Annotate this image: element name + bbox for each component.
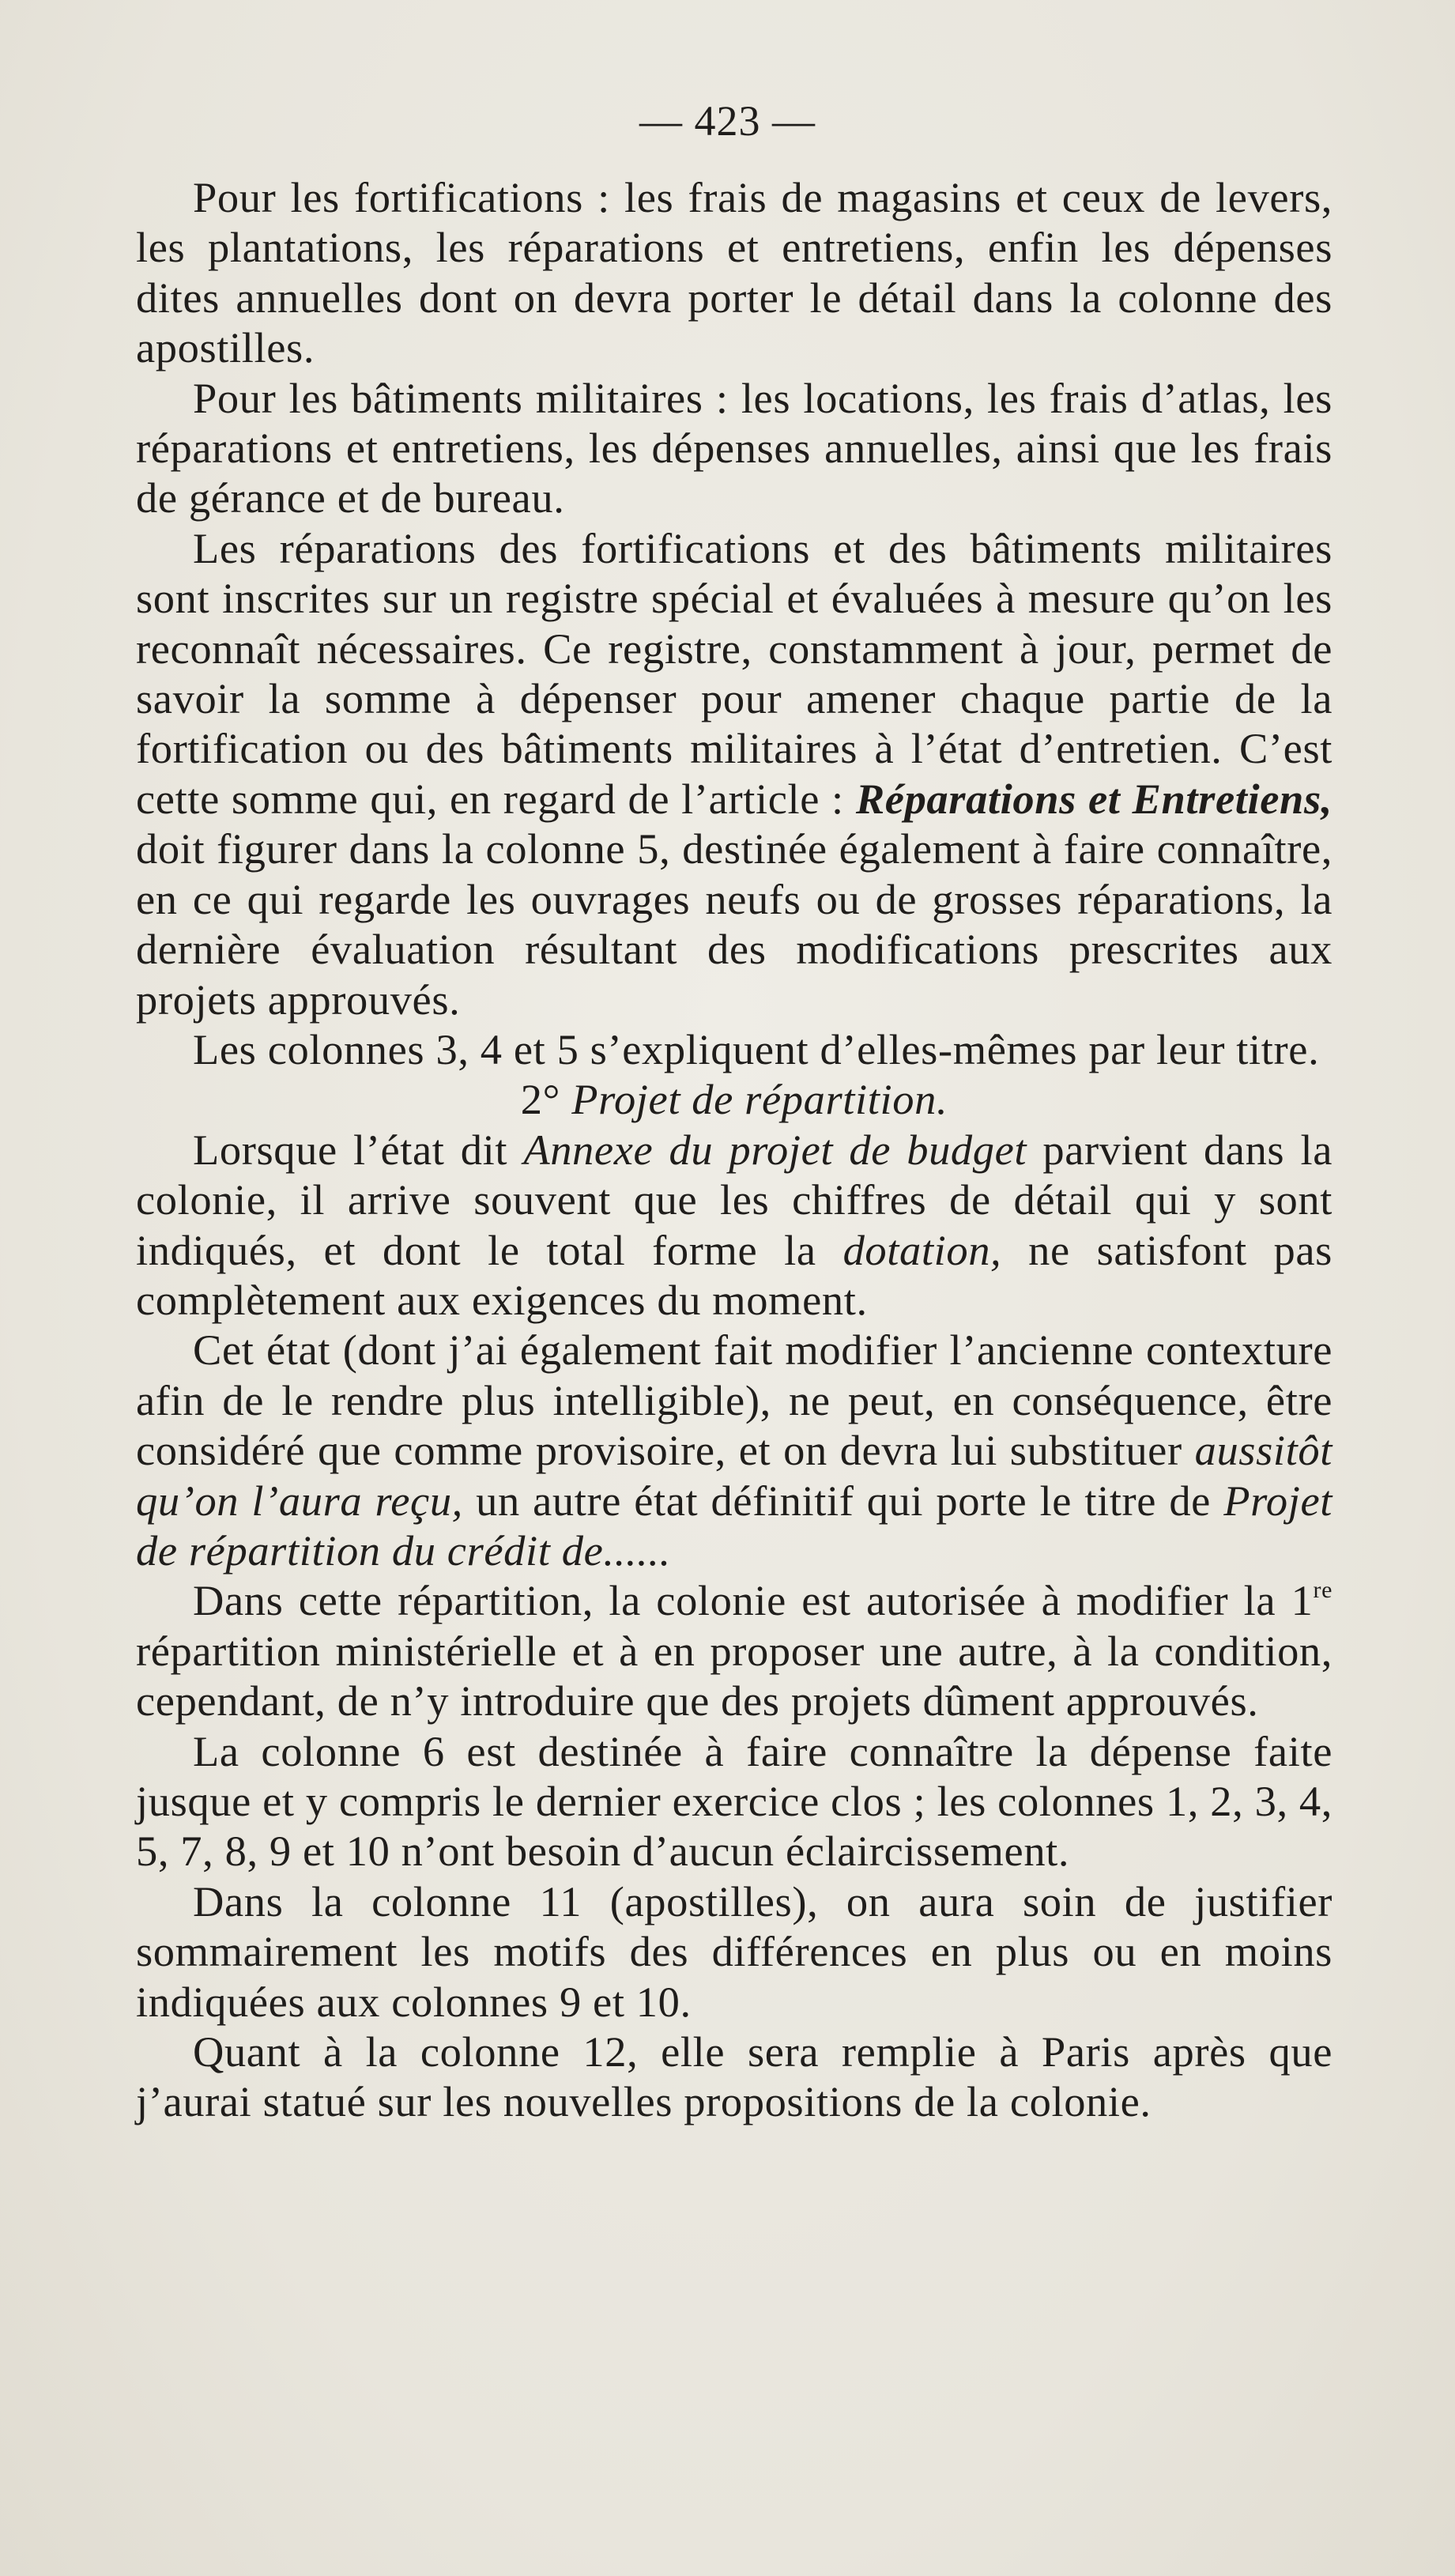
emphasis-aussitot: aussitôt qu’on l’aura reçu,: [136, 1426, 1332, 1525]
paragraph-reparations: [136, 523, 1332, 1024]
paragraph-reparations-part1: Les réparations des fortifications et des bâtiments militaires sont inscrites sur un registre spécial et évaluées à mesure qu’on les reconnaît nécessaires. Ce registre, constamment à jour, permet de savoir la somme à dépenser pour amener chaque partie de la fortification ou des bâtiments militaires à l’état d’entretien. C’est cette somme qui, en regard de l’article :: [136, 523, 1332, 823]
superscript-re: re: [1313, 1577, 1332, 1604]
paragraph-colonne-6: La colonne 6 est destinée à faire connaître la dépense faite jusque et y compris le dernier exercice clos ; les colonnes 1, 2, 3, 4, 5, 7, 8, 9 et 10 n’ont besoin d’aucun éclaircissement.: [136, 1726, 1332, 1876]
paragraph-annexe-part3: ne satisfont pas complètement aux exigences du moment.: [136, 1225, 1332, 1324]
paragraph-repartition-part1: Dans cette répartition, la colonie est autorisée à modifier la 1: [193, 1576, 1314, 1625]
paragraph-annexe-part2: parvient dans la colonie, il arrive souvent que les chiffres de détail qui y sont indiqués, et dont le total forme la: [136, 1125, 1332, 1274]
paragraph-colonne-12: Quant à la colonne 12, elle sera remplie à Paris après que j’aurai statué sur les nouvelles propositions de la colonie.: [136, 2027, 1332, 2126]
paragraph-colonnes-3-4-5: Les colonnes 3, 4 et 5 s’expliquent d’elles-mêmes par leur titre.: [193, 1024, 1320, 1073]
paragraph-etat-part1: Cet état (dont j’ai également fait modifier l’ancienne contexture afin de le rendre plus intelligible), ne peut, en conséquence, être considéré que comme provisoire, et on devra lui substituer: [136, 1326, 1332, 1475]
paragraph-annexe: [136, 1125, 1332, 1326]
emphasis-dotation: dotation,: [842, 1225, 1002, 1274]
section-heading-title: Projet de répartition.: [571, 1075, 948, 1124]
section-heading-number: 2°: [520, 1075, 561, 1124]
emphasis-annexe: Annexe du projet de budget: [523, 1125, 1027, 1174]
paragraph-etat-provisoire: [136, 1325, 1332, 1575]
page-number: — 423 —: [639, 97, 816, 145]
emphasis-projet-repartition: Projet de répartition du crédit de......: [136, 1476, 1333, 1575]
paragraph-colonne-11: Dans la colonne 11 (apostilles), on aura soin de justifier sommairement les motifs des différences en plus ou en moins indiquées aux colonnes 9 et 10.: [136, 1876, 1332, 2026]
section-heading: [136, 1074, 1332, 1124]
paragraph-repartition-part2: répartition ministérielle et à en proposer une autre, à la condition, cependant, de n’y introduire que des projets dûment approuvés.: [136, 1626, 1332, 1726]
paragraph-fortifications: Pour les fortifications : les frais de magasins et ceux de levers, les plantations, les réparations et entretiens, enfin les dépenses dites annuelles dont on devra porter le détail dans la colonne des apostilles.: [136, 173, 1332, 372]
paragraph-repartition: [136, 1575, 1332, 1726]
paragraph-annexe-part1: Lorsque l’état dit: [193, 1125, 524, 1174]
paragraph-etat-part2: un autre état définitif qui porte le titre de: [462, 1476, 1224, 1525]
paragraph-batiments-militaires: Pour les bâtiments militaires : les locations, les frais d’atlas, les réparations et entretiens, les dépenses annuelles, ainsi que les frais de gérance et de bureau.: [136, 373, 1332, 522]
body-text: [136, 172, 1332, 2127]
paragraph-reparations-part2: doit figurer dans la colonne 5, destinée également à faire connaître, en ce qui regarde les ouvrages neufs ou de grosses réparations, la dernière évaluation résultant des modifications prescrites aux projets approuvés.: [136, 824, 1332, 1024]
emphasis-reparations-entretiens: Réparations et Entretiens,: [855, 774, 1332, 823]
